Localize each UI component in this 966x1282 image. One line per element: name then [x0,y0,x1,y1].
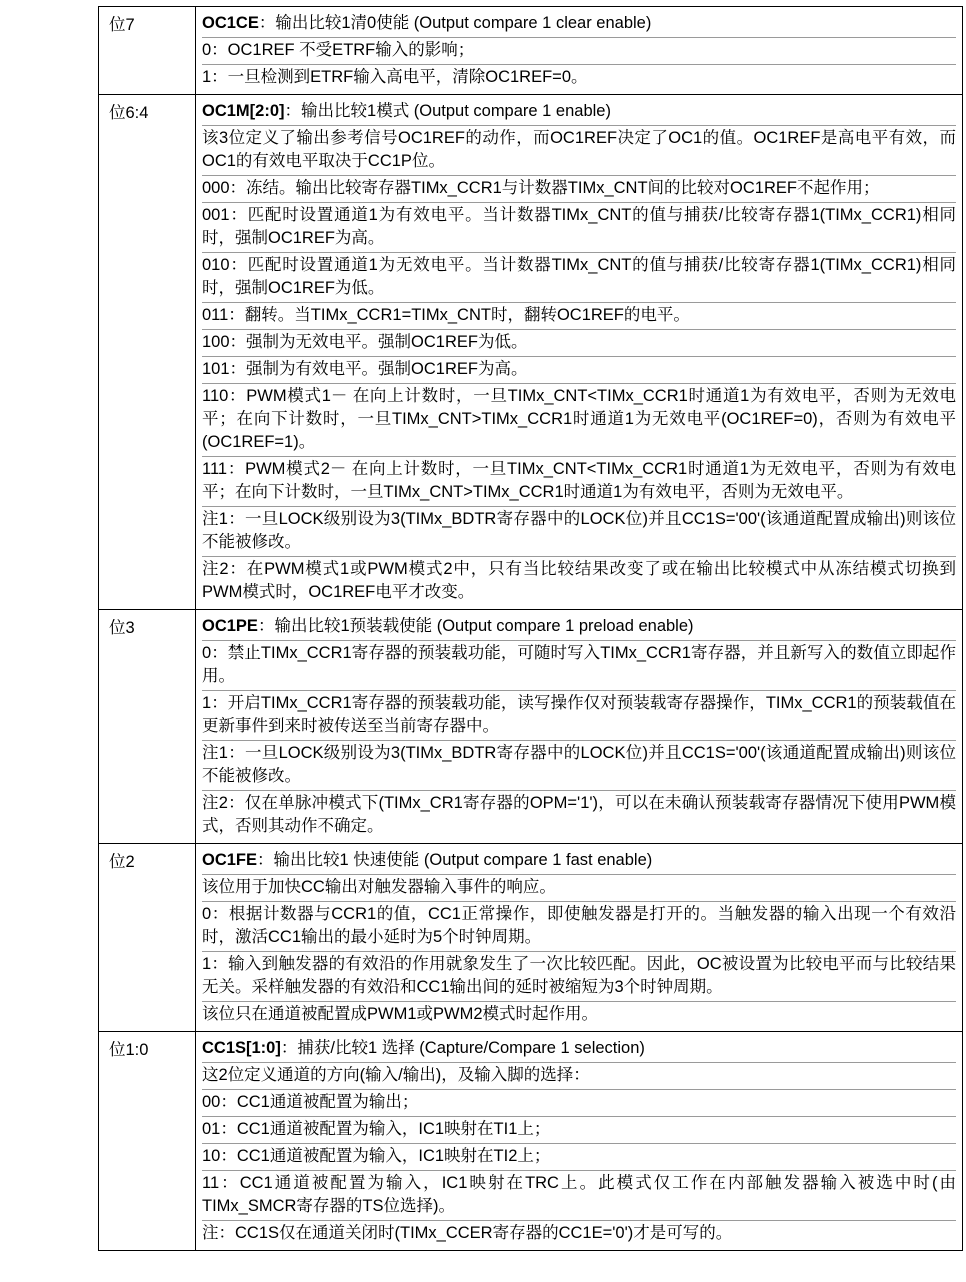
description-line: 111：PWM模式2－ 在向上计数时，一旦TIMx_CNT<TIMx_CCR1时通道1为无效电平，否则为有效电平；在向下计数时，一旦TIMx_CNT>TIMx_CCR1时通道1为有效电平，否则为无效电平。 [202,457,956,507]
description-line: 注2：仅在单脉冲模式下(TIMx_CR1寄存器的OPM='1')，可以在未确认预装载寄存器情况下使用PWM模式，否则其动作不确定。 [202,794,956,835]
description-line: 1：一旦检测到ETRF输入高电平，清除OC1REF=0。 [202,68,588,86]
field-title-text: ：捕获/比较1 选择 (Capture/Compare 1 selection) [280,1039,645,1057]
description-cell [196,844,963,1032]
description-line: 10：CC1通道被配置为输入，IC1映射在TI2上； [202,1144,956,1171]
description-line: 110：PWM模式1－ 在向上计数时，一旦TIMx_CNT<TIMx_CCR1时通道1为有效电平，否则为无效电平；在向下计数时，一旦TIMx_CNT>TIMx_CCR1时通道1为无效电平(OC1REF=0)，否则为有效电平(OC1REF=1)。 [202,384,956,457]
field-title-text: ：输出比较1清0使能 (Output compare 1 clear enable) [258,14,652,32]
field-name: OC1M[2:0] [202,102,285,120]
description-line: 01：CC1通道被配置为输入，IC1映射在TI1上； [202,1117,956,1144]
table-row [99,7,963,95]
description-line: 该位只在通道被配置成PWM1或PWM2模式时起作用。 [202,1005,598,1023]
description-cell [196,95,963,610]
field-name: CC1S[1:0] [202,1039,281,1057]
description-line: 011：翻转。当TIMx_CCR1=TIMx_CNT时，翻转OC1REF的电平。 [202,303,956,330]
table-row [99,610,963,844]
bit-cell [99,1032,196,1251]
bit-label: 位3 [109,619,135,637]
bit-cell [99,844,196,1032]
bit-cell [99,610,196,844]
field-title [202,99,956,126]
description-line: 该位用于加快CC输出对触发器输入事件的响应。 [202,875,956,902]
field-title [202,614,956,641]
field-title [202,848,956,875]
description-line: 001：匹配时设置通道1为有效电平。当计数器TIMx_CNT的值与捕获/比较寄存器1(TIMx_CCR1)相同时，强制OC1REF为高。 [202,203,956,253]
description-line: 11：CC1通道被配置为输入，IC1映射在TRC上。此模式仅工作在内部触发器输入被选中时(由TIMx_SMCR寄存器的TS位选择)。 [202,1171,956,1221]
description-cell [196,1032,963,1251]
description-line: 注1：一旦LOCK级别设为3(TIMx_BDTR寄存器中的LOCK位)并且CC1S='00'(该通道配置成输出)则该位不能被修改。 [202,741,956,791]
description-line: 0：OC1REF 不受ETRF输入的影响； [202,38,956,65]
field-title [202,11,956,38]
bit-cell [99,7,196,95]
description-line: 1：输入到触发器的有效沿的作用就象发生了一次比较匹配。因此，OC被设置为比较电平而与比较结果无关。采样触发器的有效沿和CC1输出间的延时被缩短为3个时钟周期。 [202,952,956,1002]
field-title [202,1036,956,1063]
field-title-text: ：输出比较1预装载使能 (Output compare 1 preload enable) [257,617,694,635]
bit-label: 位6:4 [109,104,149,122]
table-row [99,1032,963,1251]
field-title-text: ：输出比较1 快速使能 (Output compare 1 fast enable) [257,851,653,869]
field-name: OC1PE [202,617,258,635]
field-name: OC1FE [202,851,258,869]
description-cell [196,610,963,844]
bit-label: 位2 [109,853,135,871]
description-line: 0：禁止TIMx_CCR1寄存器的预装载功能，可随时写入TIMx_CCR1寄存器，并且新写入的数值立即起作用。 [202,641,956,691]
description-line: 注2：在PWM模式1或PWM模式2中，只有当比较结果改变了或在输出比较模式中从冻结模式切换到PWM模式时，OC1REF电平才改变。 [202,560,956,601]
table-row [99,844,963,1032]
description-line: 该3位定义了输出参考信号OC1REF的动作，而OC1REF决定了OC1的值。OC1REF是高电平有效，而OC1的有效电平取决于CC1P位。 [202,126,956,176]
description-line: 000：冻结。输出比较寄存器TIMx_CCR1与计数器TIMx_CNT间的比较对OC1REF不起作用； [202,176,956,203]
register-bit-table [98,6,963,1251]
table-row [99,95,963,610]
description-line: 这2位定义通道的方向(输入/输出)，及输入脚的选择： [202,1063,956,1090]
bit-label: 位1:0 [109,1041,149,1059]
description-line: 101：强制为有效电平。强制OC1REF为高。 [202,357,956,384]
description-line: 010：匹配时设置通道1为无效电平。当计数器TIMx_CNT的值与捕获/比较寄存器1(TIMx_CCR1)相同时，强制OC1REF为低。 [202,253,956,303]
bit-cell [99,95,196,610]
description-line: 0：根据计数器与CCR1的值，CC1正常操作，即使触发器是打开的。当触发器的输入出现一个有效沿时，激活CC1输出的最小延时为5个时钟周期。 [202,902,956,952]
description-line: 注：CC1S仅在通道关闭时(TIMx_CCER寄存器的CC1E='0')才是可写的。 [202,1224,733,1242]
bit-label: 位7 [109,16,135,34]
description-line: 100：强制为无效电平。强制OC1REF为低。 [202,330,956,357]
description-line: 1：开启TIMx_CCR1寄存器的预装载功能，读写操作仅对预装载寄存器操作，TIMx_CCR1的预装载值在更新事件到来时被传送至当前寄存器中。 [202,691,956,741]
field-name: OC1CE [202,14,259,32]
description-cell [196,7,963,95]
field-title-text: ：输出比较1模式 (Output compare 1 enable) [284,102,611,120]
description-line: 注1：一旦LOCK级别设为3(TIMx_BDTR寄存器中的LOCK位)并且CC1S='00'(该通道配置成输出)则该位不能被修改。 [202,507,956,557]
description-line: 00：CC1通道被配置为输出； [202,1090,956,1117]
